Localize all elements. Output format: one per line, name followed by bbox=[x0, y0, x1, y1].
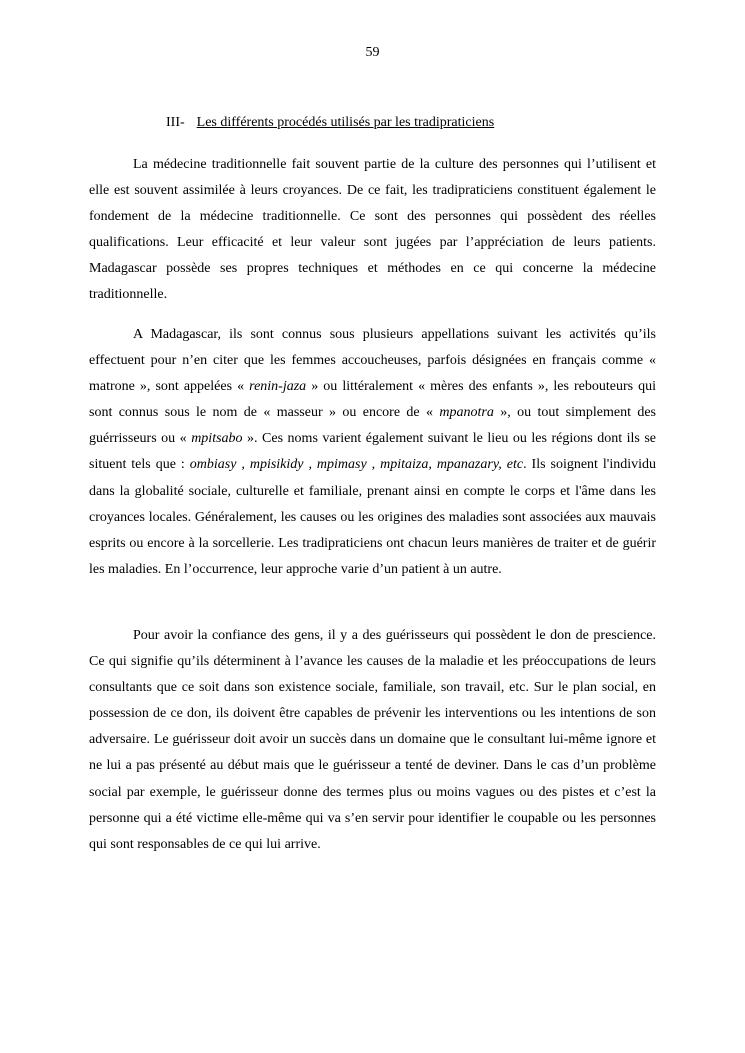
paragraph-2-text-5: . Ils soignent l'individu dans la globalité sociale, culturelle et familiale, prenant ainsi en compte le corps et l'âme dans les croyances locales. Généralement, les causes ou les origines des maladies sont associées aux mauvais esprits ou encore à la sorcellerie. Les tradipraticiens ont chacun leurs manières de traiter et de guérir les maladies. En l’occurrence, leur approche varie d’un patient à un autre. bbox=[89, 457, 656, 577]
paragraph-3: Pour avoir la confiance des gens, il y a des guérisseurs qui possèdent le don de prescience. Ce qui signifie qu’ils déterminent à l’avance les causes de la maladie et les préoccupations de leurs consultants que ce soit dans son existence sociale, familiale, son travail, etc. Sur le plan social, en possession de ce don, ils doivent être capables de prévenir les interventions ou les intentions de son adversaire. Le guérisseur doit avoir un succès dans un domaine que le consultant lui-même ignore et ne lui a pas présenté au début mais que le guérisseur a tenté de deviner. Dans le cas d’un problème social par exemple, le guérisseur donne des termes plus ou moins vagues ou des pistes et c’est la personne qui a été victime elle-même qui va s’en servir pour identifier le coupable ou les personnes qui sont responsables de ce qui lui arrive. bbox=[89, 628, 656, 852]
paragraph-2-text-2: » ou littéralement « mères des enfants », les rebouteurs qui sont connus sous le nom de « masseur » ou encore de « bbox=[89, 379, 656, 421]
term-mpanotra: mpanotra bbox=[439, 405, 494, 421]
paragraph-2-text-4: ». Ces noms varient également suivant le lieu ou les régions dont ils se situent tels que : bbox=[89, 431, 656, 473]
section-heading bbox=[166, 114, 494, 132]
paragraph-2-text-1: A Madagascar, ils sont connus sous plusieurs appellations suivant les activités qu’ils effectuent pour n’en citer que les femmes accoucheuses, parfois désignées en français comme « matrone », sont appelées « bbox=[89, 327, 656, 395]
term-renin-jaza: renin-jaza bbox=[249, 379, 307, 395]
paragraph-1-block bbox=[89, 152, 656, 321]
paragraph-2-block bbox=[89, 322, 656, 595]
page-number: 59 bbox=[365, 45, 380, 60]
paragraph-3-block bbox=[89, 623, 656, 870]
term-list: ombiasy , mpisikidy , mpimasy , mpitaiza, mpanazary, etc bbox=[189, 457, 524, 473]
section-number: III- bbox=[166, 115, 185, 130]
section-title: Les différents procédés utilisés par les tradipraticiens bbox=[196, 115, 495, 130]
paragraph-2 bbox=[89, 322, 656, 583]
term-mpitsabo: mpitsabo bbox=[191, 431, 243, 447]
paragraph-1: La médecine traditionnelle fait souvent partie de la culture des personnes qui l’utilisent et elle est souvent assimilée à leurs croyances. De ce fait, les tradipraticiens constituent également le fondement de la médecine traditionnelle. Ce sont des personnes qui possèdent des réelles qualifications. Leur efficacité et leur valeur sont jugées par l’appréciation de leurs patients. Madagascar possède ses propres techniques et méthodes en ce qui concerne la médecine traditionnelle. bbox=[89, 157, 656, 303]
paragraph-2-text-3: », ou tout simplement des guérrisseurs ou « bbox=[89, 405, 657, 447]
